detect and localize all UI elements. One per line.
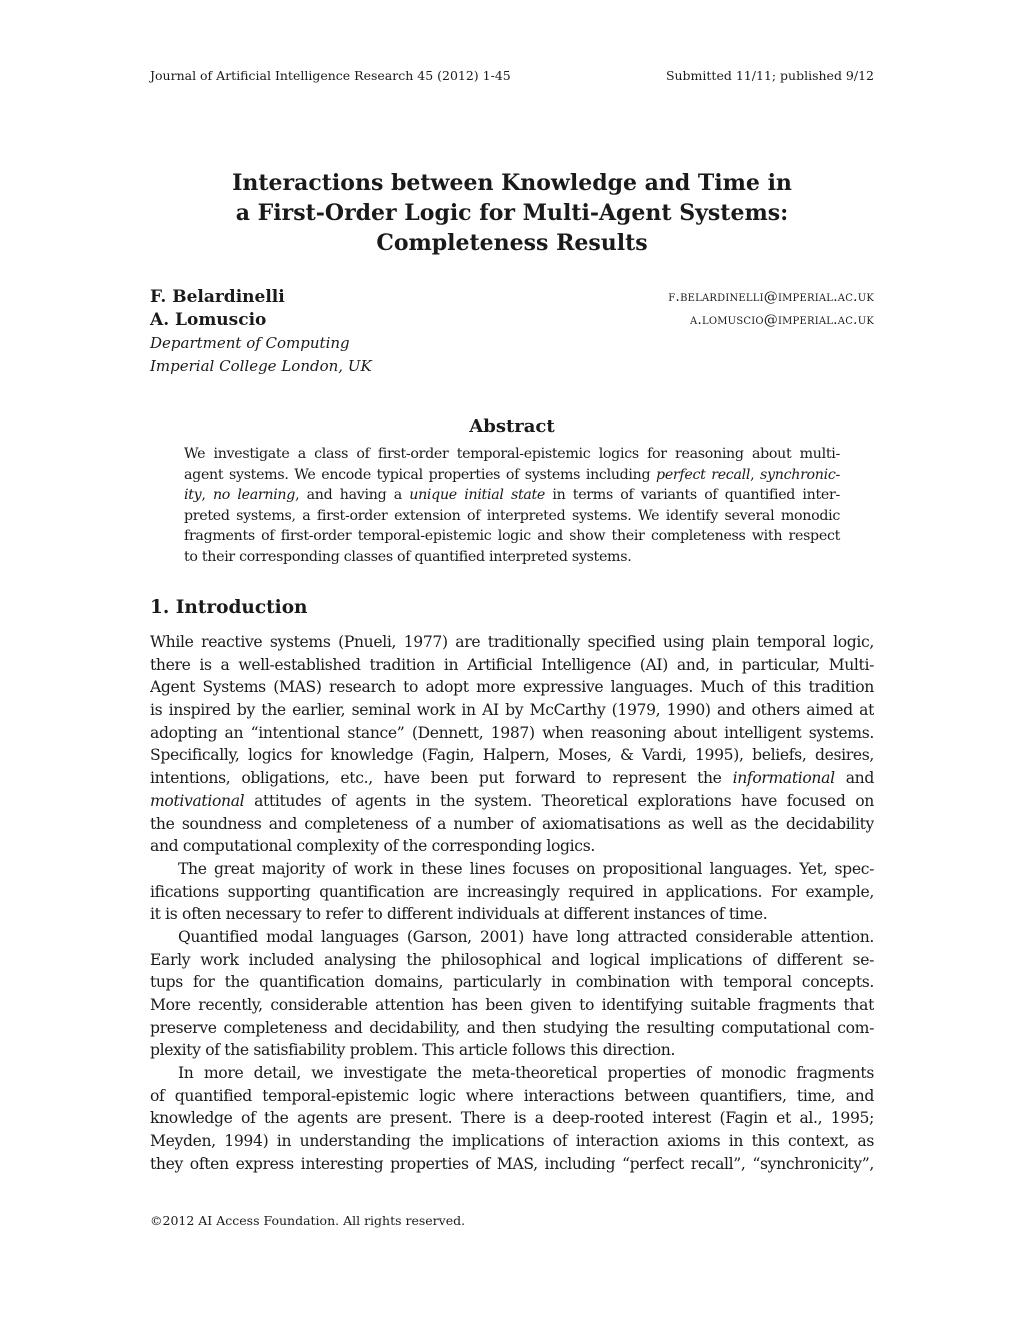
body-line: knowledge of the agents are present. There is a deep-rooted interest (Fagin et al., 1995; [150,1109,874,1128]
abstract-line [184,485,840,506]
section-heading-introduction: 1. Introduction [150,597,308,618]
body-line: plexity of the satisfiability problem. This article follows this direction. [150,1041,676,1060]
body-line: preserve completeness and decidability, and then studying the resulting computational com- [150,1018,874,1037]
title-line-2: a First-Order Logic for Multi-Agent Systems: [235,200,789,226]
body-line: tups for the quantification domains, particularly in combination with temporal concepts. [150,973,874,992]
body-line: Meyden, 1994) in understanding the implications of interaction axioms in this context, as [150,1132,874,1151]
body-line: the soundness and completeness of a number of axiomatisations as well as the decidability [150,814,874,833]
copyright-footer: ©2012 AI Access Foundation. All rights reserved. [150,1213,466,1228]
running-header [150,68,874,84]
body-line: Agent Systems (MAS) research to adopt more expressive languages. Much of this tradition [150,678,874,697]
body-emphasis: informational [732,769,835,788]
submission-dates: Submitted 11/11; published 9/12 [665,68,874,83]
body-line: Early work included analysing the philosophical and logical implications of different se- [150,950,874,969]
body-line: ifications supporting quantification are increasingly required in applications. For example, [150,882,874,901]
body-line: The great majority of work in these lines focuses on propositional languages. Yet, spec- [178,859,874,878]
abstract-text: in terms of variants of quantified inter- [545,487,840,503]
author-block [150,286,874,378]
body-line: they often express interesting properties of MAS, including “perfect recall”, “synchronicity”, [150,1154,874,1173]
abstract-text: , [750,466,761,483]
author-name: F. Belardinelli [150,287,285,307]
body-emphasis: motivational [150,791,245,810]
abstract-text: , and having a [295,487,410,503]
abstract-line: fragments of first-order temporal-epistemic logic and show their completeness with respect [184,528,840,544]
abstract-line [184,465,840,486]
author-email[interactable]: a.lomuscio@imperial.ac.uk [689,312,874,328]
abstract-emphasis: unique initial state [409,487,545,503]
author-name: A. Lomuscio [150,310,267,330]
affiliation-department: Department of Computing [150,334,350,352]
body-line [150,767,874,790]
title-line-3: Completeness Results [376,230,648,256]
body-line [150,790,874,813]
abstract-heading: Abstract [469,416,555,437]
abstract-line: to their corresponding classes of quantified interpreted systems. [184,548,632,565]
body-line: Specifically, logics for knowledge (Fagin, Halpern, Moses, & Vardi, 1995), beliefs, desires, [150,746,874,765]
body-line: it is often necessary to refer to different individuals at different instances of time. [150,905,768,924]
author-row [150,286,874,309]
abstract-emphasis: ity [184,487,202,503]
body-line: Quantified modal languages (Garson, 2001) have long attracted considerable attention. [178,927,874,946]
body-line: While reactive systems (Pnueli, 1977) are traditionally specified using plain temporal logic, [150,633,874,651]
abstract-emphasis: no learning [212,487,296,503]
author-row [150,309,874,332]
abstract-emphasis: synchronic- [760,466,841,483]
abstract-text: agent systems. We encode typical properties of systems including [184,466,657,483]
abstract-body [184,444,840,567]
author-email[interactable]: f.belardinelli@imperial.ac.uk [668,289,874,305]
body-line: More recently, considerable attention has been given to identifying suitable fragments that [150,996,874,1014]
body-line: is inspired by the earlier, seminal work in AI by McCarthy (1979, 1990) and others aimed at [150,701,874,720]
body-line: there is a well-established tradition in Artificial Intelligence (AI) and, in particular, Multi- [150,655,874,674]
abstract-line: We investigate a class of first-order temporal-epistemic logics for reasoning about multi- [184,446,840,462]
introduction-body [150,631,874,1176]
body-line: In more detail, we investigate the meta-theoretical properties of monodic fragments [178,1064,874,1083]
affiliation-institution: Imperial College London, UK [150,357,372,375]
paper-title [150,168,874,258]
body-line: adopting an “intentional stance” (Dennett, 1987) when reasoning about intelligent systems. [150,723,874,742]
body-text: attitudes of agents in the system. Theoretical explorations have focused on [244,791,874,810]
body-text: intentions, obligations, etc., have been put forward to represent the [150,769,733,788]
body-line: of quantified temporal-epistemic logic where interactions between quantifiers, time, and [150,1086,874,1105]
abstract-emphasis: perfect recall [656,466,751,483]
journal-citation: Journal of Artificial Intelligence Research 45 (2012) 1-45 [150,68,511,83]
body-text: and [834,769,874,788]
abstract-text: , [201,487,213,503]
abstract-line: preted systems, a first-order extension of interpreted systems. We identify several monodic [184,507,840,524]
body-line: and computational complexity of the corresponding logics. [150,837,595,856]
title-line-1: Interactions between Knowledge and Time in [232,170,792,196]
